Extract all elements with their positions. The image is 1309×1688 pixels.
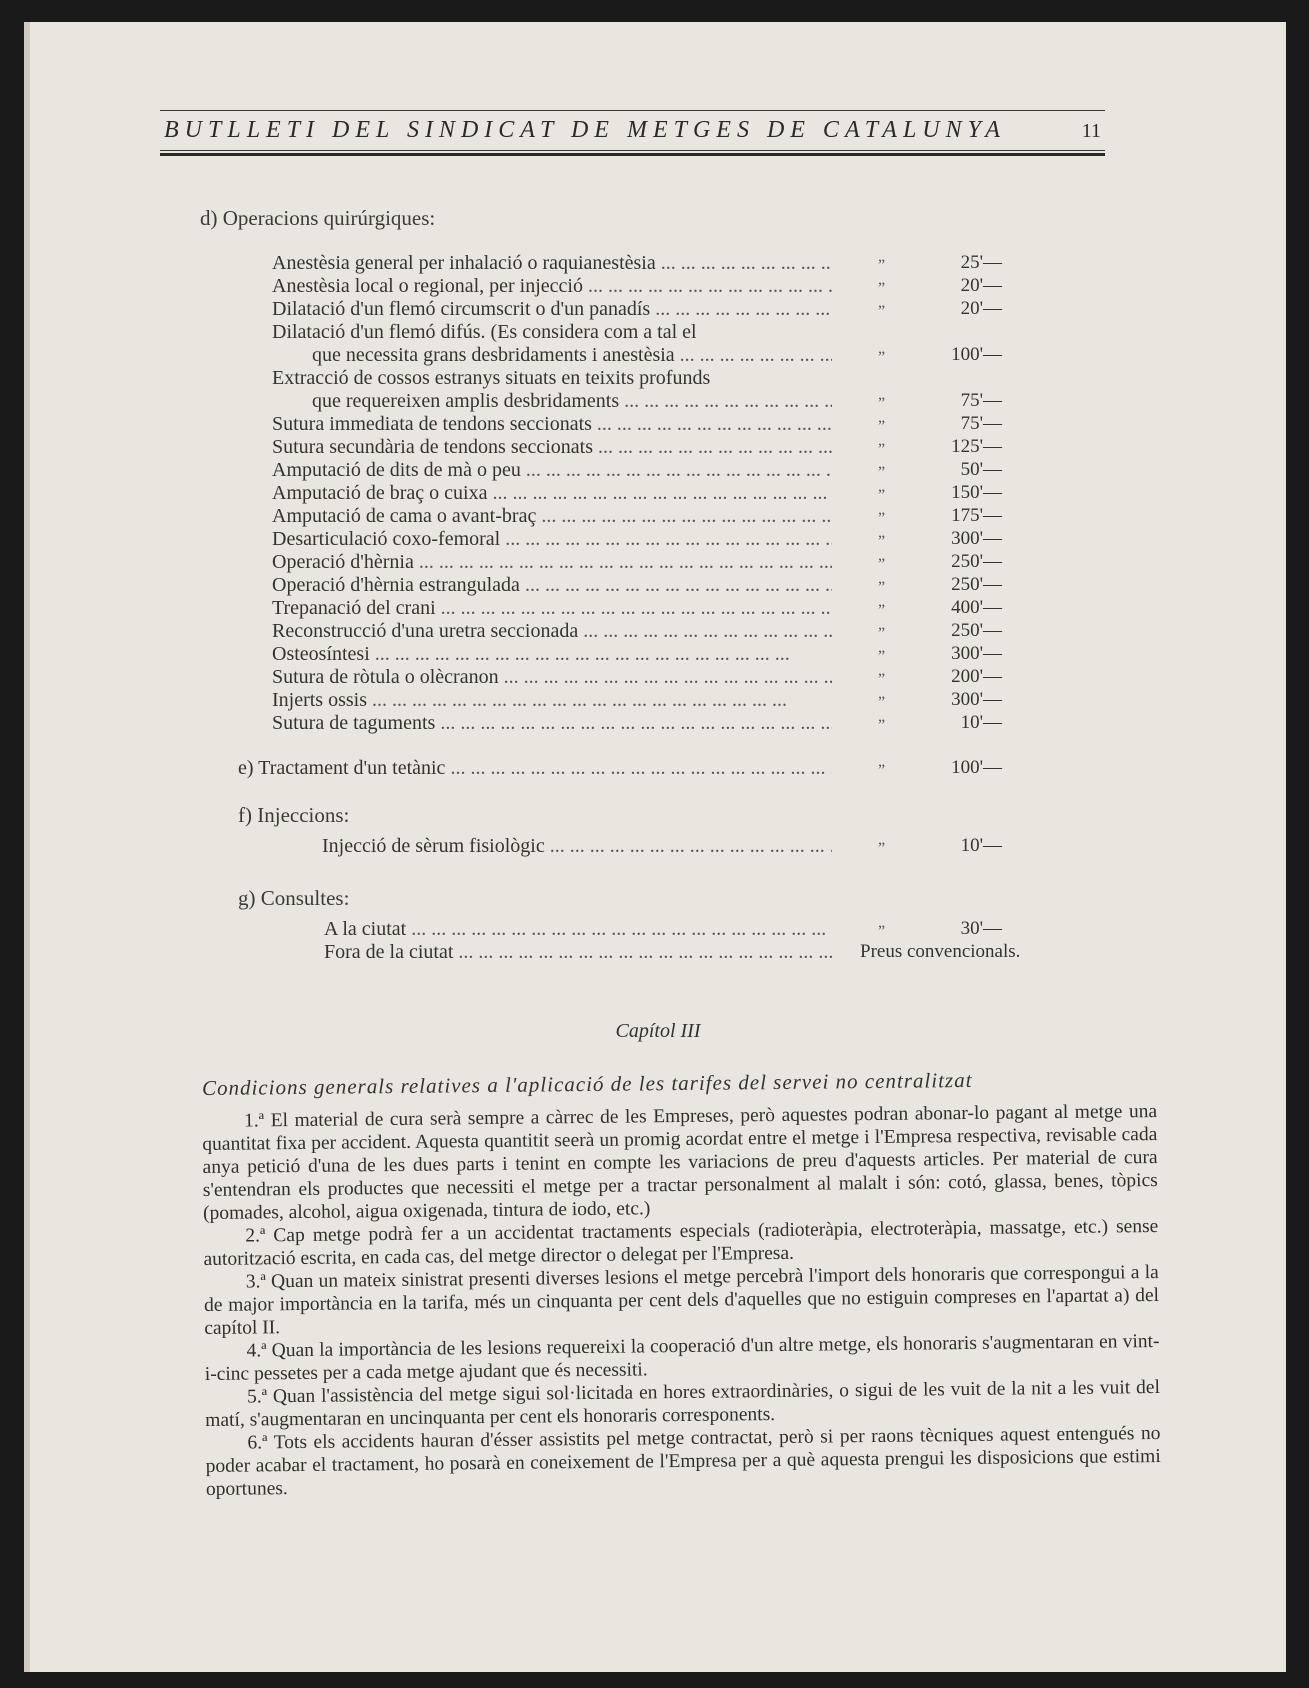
fee-price: 20'— xyxy=(960,298,1002,319)
fee-row xyxy=(272,620,832,643)
fee-price: 25'— xyxy=(960,252,1002,273)
fee-label: A la ciutat ... . xyxy=(324,918,832,941)
chapter-paragraphs xyxy=(202,1100,1161,1501)
fee-row xyxy=(272,459,832,482)
ditto-mark: „ xyxy=(878,455,886,472)
fee-row xyxy=(272,666,832,689)
section-g-title: g) Consultes: xyxy=(238,886,350,910)
fee-label: e) Tractament d'un tetànic ... . xyxy=(238,757,832,780)
fee-row xyxy=(272,298,832,321)
fee-label: Operació d'hèrnia estrangulada ... . xyxy=(272,574,832,597)
fee-row xyxy=(272,275,832,298)
fee-price: 125'— xyxy=(951,436,1002,457)
fee-row xyxy=(272,413,832,436)
fee-price: 300'— xyxy=(951,528,1002,549)
section-f-title: f) Injeccions: xyxy=(238,803,350,827)
fee-price: 400'— xyxy=(951,597,1002,618)
fee-label: Sutura de taguments ... . xyxy=(272,712,832,735)
fee-label: Dilatació d'un flemó circumscrit o d'un panadís ... . xyxy=(272,298,832,321)
fee-label: Injecció de sèrum fisiològic ... . xyxy=(322,835,832,858)
condition-paragraph: 5.ª Quan l'assistència del metge sigui sol·licitada en hores extraordinàries, o sigui de les vuit de la nit a les vuit del matí, s'augmentaran en uncinquanta per cent els honoraris corresponents. xyxy=(205,1376,1161,1431)
fee-label: Sutura secundària de tendons seccionats ... . xyxy=(272,436,832,459)
ditto-mark: „ xyxy=(878,271,886,288)
fee-label: Anestèsia local o regional, per injecció ... . xyxy=(272,275,832,298)
fee-price: 10'— xyxy=(960,712,1002,733)
fee-price: 300'— xyxy=(951,689,1002,710)
ditto-mark: „ xyxy=(878,662,886,679)
fee-price: Preus convencionals. xyxy=(860,941,1021,962)
fee-label: Dilatació d'un flemó difús. (Es considera com a tal el xyxy=(272,321,697,343)
fee-price: 75'— xyxy=(960,413,1002,434)
fee-label: Sutura de ròtula o olècranon ... . xyxy=(272,666,832,689)
fee-label: Osteosíntesi ... . xyxy=(272,643,832,666)
fee-price: 175'— xyxy=(951,505,1002,526)
fee-row xyxy=(272,597,832,620)
fee-row-continuation xyxy=(312,390,832,413)
fee-row xyxy=(324,941,832,964)
ditto-mark: „ xyxy=(878,294,886,311)
fee-price: 30'— xyxy=(960,918,1002,939)
ditto-mark: „ xyxy=(878,831,886,848)
fee-row xyxy=(272,643,832,666)
condition-paragraph: 3.ª Quan un mateix sinistrat presenti diverses lesions el metge percebrà l'import dels honoraris que correspongui a la de major importància en la tarifa, més un cinquanta per cent dels d'aquelles que no estiguin compreses en l'apartat a) del capítol II. xyxy=(203,1261,1160,1339)
fee-row xyxy=(272,482,832,505)
fee-label: Sutura immediata de tendons seccionats ... . xyxy=(272,413,832,436)
fee-row xyxy=(324,918,832,941)
ditto-mark: „ xyxy=(878,386,886,403)
fee-price: 200'— xyxy=(951,666,1002,687)
fee-label: Fora de la ciutat ... . xyxy=(324,941,832,964)
fee-row xyxy=(272,689,832,712)
fee-price: 10'— xyxy=(960,835,1002,856)
fee-row xyxy=(272,574,832,597)
fee-label-continuation: que requereixen amplis desbridaments ... . xyxy=(312,390,832,413)
fee-row xyxy=(272,252,832,275)
fee-row xyxy=(322,835,832,858)
fee-price: 250'— xyxy=(951,574,1002,595)
ditto-mark: „ xyxy=(878,524,886,541)
fee-label: Operació d'hèrnia ... . xyxy=(272,551,832,574)
condition-paragraph: 4.ª Quan la importància de les lesions requereixi la cooperació d'un altre metge, els honoraris s'augmentaran en vint-i-cinc pessetes per a cada metge ajudant que és necessiti. xyxy=(204,1330,1160,1385)
fee-label: Injerts ossis ... . xyxy=(272,689,832,712)
fee-label: Amputació de dits de mà o peu ... . xyxy=(272,459,832,482)
fee-label-continuation: que necessita grans desbridaments i anestèsia ... . xyxy=(312,344,832,367)
fee-row xyxy=(272,505,832,528)
fee-price: 20'— xyxy=(960,275,1002,296)
fee-price: 250'— xyxy=(951,620,1002,641)
ditto-mark: „ xyxy=(878,547,886,564)
fee-row xyxy=(238,757,832,780)
ditto-mark: „ xyxy=(878,753,886,770)
section-d-title: d) Operacions quirúrgiques: xyxy=(200,206,436,230)
fee-label: Amputació de braç o cuixa ... . xyxy=(272,482,832,505)
fee-label: Extracció de cossos estranys situats en teixits profunds xyxy=(272,367,711,389)
ditto-mark: „ xyxy=(878,409,886,426)
fee-price: 100'— xyxy=(951,757,1002,778)
fee-price: 150'— xyxy=(951,482,1002,503)
condition-paragraph: 6.ª Tots els accidents hauran d'ésser assistits pel metge contractat, però si per raons tècniques aquest entengués no poder acabar el tractament, ho posarà en coneixement de l'Empresa per a què aquesta prengui les disposicions que estimi oportunes. xyxy=(205,1422,1161,1500)
fee-label: Desarticulació coxo-femoral ... . xyxy=(272,528,832,551)
fee-price: 100'— xyxy=(951,344,1002,365)
fee-row xyxy=(272,528,832,551)
fee-row xyxy=(272,436,832,459)
ditto-mark: „ xyxy=(878,340,886,357)
ditto-mark: „ xyxy=(878,914,886,931)
journal-title: BUTLLETI DEL SINDICAT DE METGES DE CATALUNYA xyxy=(164,117,1006,143)
ditto-mark: „ xyxy=(878,685,886,702)
page-number: 11 xyxy=(1081,120,1101,142)
fee-label: Amputació de cama o avant-braç ... . xyxy=(272,505,832,528)
ditto-mark: „ xyxy=(878,570,886,587)
ditto-mark: „ xyxy=(878,478,886,495)
fee-row xyxy=(272,551,832,574)
document-page xyxy=(24,22,1286,1672)
fee-price: 300'— xyxy=(951,643,1002,664)
ditto-mark: „ xyxy=(878,639,886,656)
chapter-subtitle: Condicions generals relatives a l'aplicació de les tarifes del servei no centralitzat xyxy=(201,1067,973,1101)
chapter-title: Capítol III xyxy=(615,1020,701,1042)
ditto-mark: „ xyxy=(878,708,886,725)
condition-paragraph: 1.ª El material de cura serà sempre a càrrec de les Empreses, però aquestes podran abonar-lo pagant al metge una quantitat fixa per accident. Aquesta quantitit seerà un promig acordat entre el metge i l'Empresa respectiva, revisable cada anya petició d'una de les dues parts i tenint en compte les variacions de preu d'aquests articles. Per material de cura s'entendran els productes que necessiti el metge per a tractar personalment al malalt i són: cotó, glassa, benes, tòpics (pomades, alcohol, aigua oxigenada, tintura de iodo, etc.) xyxy=(202,1100,1158,1224)
condition-paragraph: 2.ª Cap metge podrà fer a un accidentat tractaments especials (radioteràpia, electroteràpia, massatge, etc.) sense autorització escrita, en cada cas, del metge director o delegat per l'Empresa. xyxy=(203,1215,1159,1270)
fee-label: Reconstrucció d'una uretra seccionada ... . xyxy=(272,620,832,643)
ditto-mark: „ xyxy=(878,248,886,265)
fee-price: 50'— xyxy=(960,459,1002,480)
ditto-mark: „ xyxy=(878,501,886,518)
fee-row xyxy=(272,321,832,344)
ditto-mark: „ xyxy=(878,616,886,633)
fee-label: Trepanació del crani ... . xyxy=(272,597,832,620)
fee-row xyxy=(272,367,832,390)
fee-row-continuation xyxy=(312,344,832,367)
fee-label: Anestèsia general per inhalació o raquianestèsia ... . xyxy=(272,252,832,275)
ditto-mark: „ xyxy=(878,593,886,610)
fee-row xyxy=(272,712,832,735)
ditto-mark: „ xyxy=(878,432,886,449)
fee-price: 75'— xyxy=(960,390,1002,411)
fee-price: 250'— xyxy=(951,551,1002,572)
